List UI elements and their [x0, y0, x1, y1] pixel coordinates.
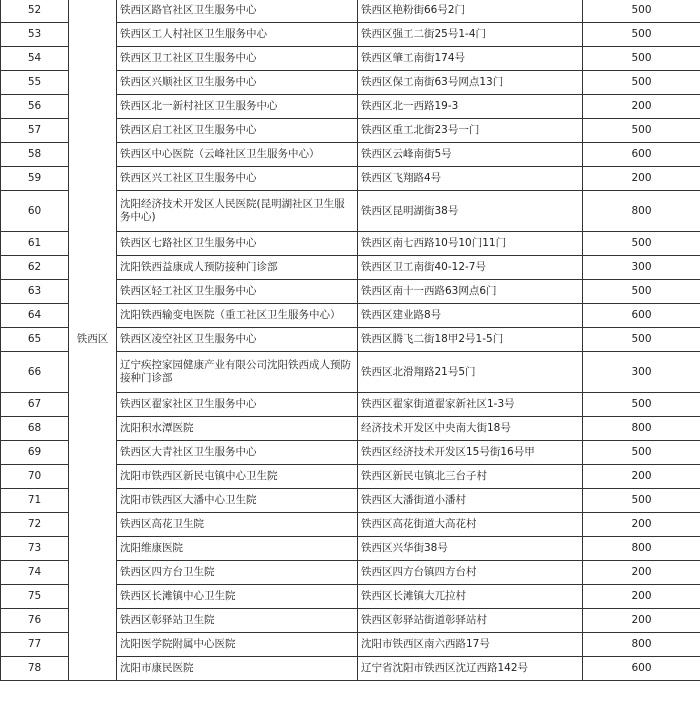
row-number: 72	[1, 513, 69, 537]
institution-address: 沈阳市铁西区南六西路17号	[358, 633, 583, 657]
dose-quantity: 800	[583, 417, 700, 441]
institution-name: 铁西区启工社区卫生服务中心	[117, 119, 358, 143]
row-number: 77	[1, 633, 69, 657]
dose-quantity: 300	[583, 352, 700, 393]
institution-name: 铁西区长滩镇中心卫生院	[117, 585, 358, 609]
institution-address: 铁西区重工北街23号一门	[358, 119, 583, 143]
row-number: 60	[1, 191, 69, 232]
row-number: 62	[1, 256, 69, 280]
row-number: 53	[1, 23, 69, 47]
institution-address: 铁西区保工南街63号网点13门	[358, 71, 583, 95]
dose-quantity: 200	[583, 465, 700, 489]
institution-name: 铁西区大青社区卫生服务中心	[117, 441, 358, 465]
row-number: 57	[1, 119, 69, 143]
dose-quantity: 200	[583, 95, 700, 119]
institution-address: 铁西区北滑翔路21号5门	[358, 352, 583, 393]
institution-address: 铁西区彰驿站街道彰驿站村	[358, 609, 583, 633]
institution-name: 铁西区凌空社区卫生服务中心	[117, 328, 358, 352]
dose-quantity: 500	[583, 489, 700, 513]
institution-name: 沈阳医学院附属中心医院	[117, 633, 358, 657]
row-number: 58	[1, 143, 69, 167]
row-number: 64	[1, 304, 69, 328]
row-number: 76	[1, 609, 69, 633]
institution-address: 铁西区云峰南街5号	[358, 143, 583, 167]
institution-address: 铁西区大潘街道小潘村	[358, 489, 583, 513]
institution-name: 沈阳市康民医院	[117, 657, 358, 681]
institution-name: 沈阳维康医院	[117, 537, 358, 561]
institution-name: 铁西区彰驿站卫生院	[117, 609, 358, 633]
dose-quantity: 500	[583, 393, 700, 417]
dose-quantity: 500	[583, 119, 700, 143]
row-number: 78	[1, 657, 69, 681]
institution-name: 铁西区七路社区卫生服务中心	[117, 232, 358, 256]
institution-address: 铁西区艳粉街66号2门	[358, 0, 583, 23]
row-number: 66	[1, 352, 69, 393]
institution-address: 辽宁省沈阳市铁西区沈辽西路142号	[358, 657, 583, 681]
dose-quantity: 800	[583, 191, 700, 232]
institution-name: 铁西区路官社区卫生服务中心	[117, 0, 358, 23]
row-number: 69	[1, 441, 69, 465]
institution-name: 沈阳经济技术开发区人民医院(昆明湖社区卫生服务中心)	[117, 191, 358, 232]
institution-address: 铁西区翟家街道翟家新社区1-3号	[358, 393, 583, 417]
institution-name: 沈阳积水潭医院	[117, 417, 358, 441]
institution-name: 铁西区轻工社区卫生服务中心	[117, 280, 358, 304]
institution-address: 铁西区经济技术开发区15号街16号甲	[358, 441, 583, 465]
institution-address: 铁西区长滩镇大兀拉村	[358, 585, 583, 609]
dose-quantity: 500	[583, 232, 700, 256]
row-number: 54	[1, 47, 69, 71]
institution-address: 铁西区建业路8号	[358, 304, 583, 328]
row-number: 74	[1, 561, 69, 585]
institution-address: 铁西区新民屯镇北三台子村	[358, 465, 583, 489]
institution-address: 铁西区四方台镇四方台村	[358, 561, 583, 585]
institution-name: 铁西区兴工社区卫生服务中心	[117, 167, 358, 191]
dose-quantity: 200	[583, 609, 700, 633]
institution-name: 铁西区四方台卫生院	[117, 561, 358, 585]
row-number: 67	[1, 393, 69, 417]
institution-address: 铁西区兴华街38号	[358, 537, 583, 561]
institution-address: 铁西区北一西路19-3	[358, 95, 583, 119]
dose-quantity: 500	[583, 441, 700, 465]
dose-quantity: 800	[583, 633, 700, 657]
institution-address: 经济技术开发区中央南大街18号	[358, 417, 583, 441]
institution-name: 沈阳铁西输变电医院（重工社区卫生服务中心）	[117, 304, 358, 328]
institution-address: 铁西区飞翔路4号	[358, 167, 583, 191]
row-number: 70	[1, 465, 69, 489]
institution-name: 铁西区卫工社区卫生服务中心	[117, 47, 358, 71]
row-number: 63	[1, 280, 69, 304]
row-number: 68	[1, 417, 69, 441]
institution-address: 铁西区卫工南街40-12-7号	[358, 256, 583, 280]
row-number: 75	[1, 585, 69, 609]
row-number: 61	[1, 232, 69, 256]
institution-name: 铁西区翟家社区卫生服务中心	[117, 393, 358, 417]
institution-name: 沈阳铁西益康成人预防接种门诊部	[117, 256, 358, 280]
institution-name: 沈阳市铁西区新民屯镇中心卫生院	[117, 465, 358, 489]
row-number: 65	[1, 328, 69, 352]
row-number: 71	[1, 489, 69, 513]
row-number: 73	[1, 537, 69, 561]
institution-address: 铁西区昆明湖街38号	[358, 191, 583, 232]
institution-address: 铁西区高花街道大高花村	[358, 513, 583, 537]
institution-name: 辽宁疾控家园健康产业有限公司沈阳铁西成人预防接种门诊部	[117, 352, 358, 393]
institution-address: 铁西区南十一西路63网点6门	[358, 280, 583, 304]
dose-quantity: 500	[583, 23, 700, 47]
institution-name: 铁西区高花卫生院	[117, 513, 358, 537]
dose-quantity: 600	[583, 304, 700, 328]
dose-quantity: 600	[583, 657, 700, 681]
institution-name: 铁西区中心医院（云峰社区卫生服务中心）	[117, 143, 358, 167]
institution-address: 铁西区强工二街25号1-4门	[358, 23, 583, 47]
institution-name: 铁西区工人村社区卫生服务中心	[117, 23, 358, 47]
institution-name: 沈阳市铁西区大潘中心卫生院	[117, 489, 358, 513]
institution-address: 铁西区南七西路10号10门11门	[358, 232, 583, 256]
table-row	[1, 0, 700, 23]
institution-name: 铁西区兴顺社区卫生服务中心	[117, 71, 358, 95]
dose-quantity: 200	[583, 561, 700, 585]
row-number: 52	[1, 0, 69, 23]
institution-address: 铁西区肇工南街174号	[358, 47, 583, 71]
row-number: 56	[1, 95, 69, 119]
dose-quantity: 500	[583, 71, 700, 95]
table-body	[1, 0, 700, 681]
dose-quantity: 600	[583, 143, 700, 167]
dose-quantity: 800	[583, 537, 700, 561]
dose-quantity: 300	[583, 256, 700, 280]
dose-quantity: 500	[583, 328, 700, 352]
institution-address: 铁西区腾飞二街18甲2号1-5门	[358, 328, 583, 352]
row-number: 55	[1, 71, 69, 95]
dose-quantity: 500	[583, 0, 700, 23]
row-number: 59	[1, 167, 69, 191]
dose-quantity: 200	[583, 585, 700, 609]
dose-quantity: 500	[583, 280, 700, 304]
dose-quantity: 200	[583, 167, 700, 191]
district-cell: 铁西区	[69, 0, 117, 681]
dose-quantity: 500	[583, 47, 700, 71]
dose-quantity: 200	[583, 513, 700, 537]
institution-name: 铁西区北一新村社区卫生服务中心	[117, 95, 358, 119]
